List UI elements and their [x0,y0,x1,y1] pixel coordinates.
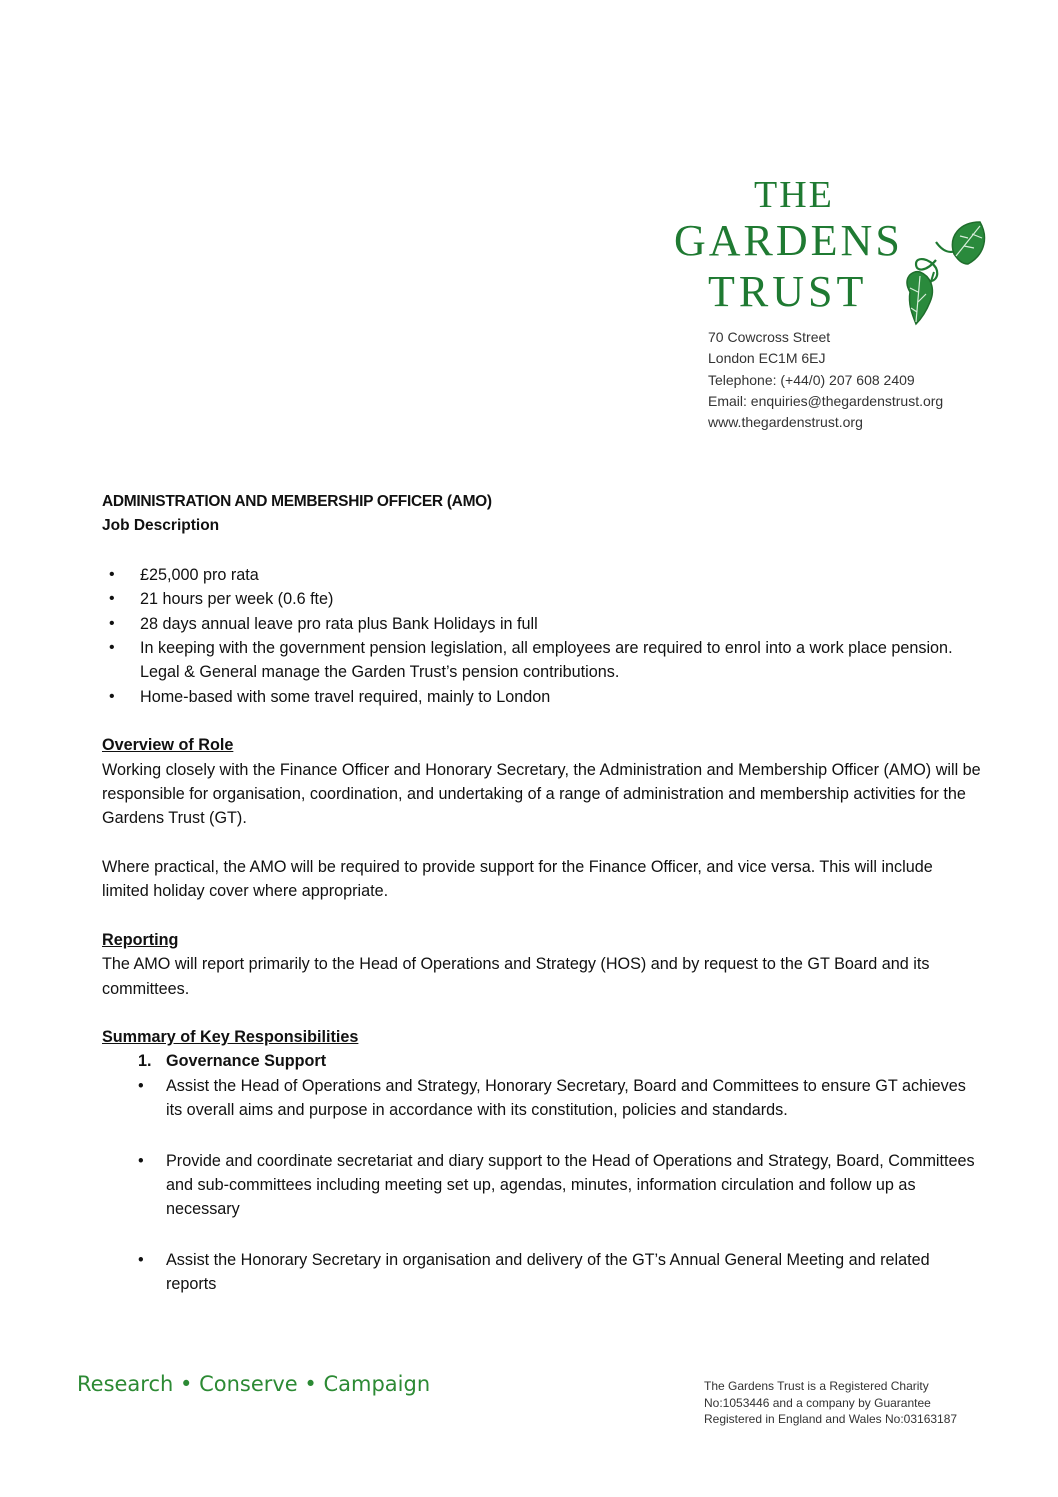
address-block [708,327,943,433]
reporting-paragraph: The AMO will report primarily to the Head of Operations and Strategy (HOS) and by request to the GT Board and its committees. [102,955,930,998]
list-item: • Provide and coordinate secretariat and diary support to the Head of Operations and Strategy, Board, Committees and sub-committees including meeting set up, agendas, minutes, information circulation and follow up as necessary [102,1149,982,1222]
summary-heading: Summary of Key Responsibilities [102,1027,359,1046]
list-item: • In keeping with the government pension legislation, all employees are required to enrol into a work place pension. Legal & General manage the Garden Trust’s pension contributions. [102,636,982,685]
section-number: 1. [138,1052,152,1071]
overview-heading: Overview of Role [102,736,234,755]
list-item: • 28 days annual leave pro rata plus Bank Holidays in full [102,612,982,636]
address-email[interactable]: Email: enquiries@thegardenstrust.org [708,392,944,409]
section-governance-title [102,1049,982,1073]
governance-list [102,1074,982,1297]
overview-support-paragraph: Where practical, the AMO will be required to provide support for the Finance Officer, and vice versa. This will include limited holiday cover where appropriate. [102,857,933,901]
terms-list [102,563,982,709]
gardens-trust-logo [668,172,998,332]
list-item: • Home-based with some travel required, mainly to London [102,685,982,709]
charity-line: Registered in England and Wales No:03163187 [704,1412,958,1426]
job-description-body [102,490,982,1297]
list-item: • Assist the Head of Operations and Strategy, Honorary Secretary, Board and Committees to ensure GT achieves its overall aims and purpose in accordance with its constitution, policies and standards. [102,1074,982,1123]
charity-line: The Gardens Trust is a Registered Charity [704,1379,929,1393]
page-title: ADMINISTRATION AND MEMBERSHIP OFFICER (AMO) [102,493,492,510]
logo-line-the: THE [754,174,834,216]
logo-line-trust: TRUST [708,267,868,316]
address-street: 70 Cowcross Street [708,329,831,345]
charity-info [704,1378,957,1428]
charity-line: No:1053446 and a company by Guarantee [704,1395,931,1410]
page-subtitle: Job Description [102,517,220,535]
logo-line-gardens: GARDENS [674,216,903,265]
address-city: London EC1M 6EJ [708,350,826,367]
address-telephone: Telephone: (+44/0) 207 608 2409 [708,371,915,388]
overview-paragraph: Working closely with the Finance Officer and Honorary Secretary, the Administration and Membership Officer (AMO) will be responsible for organisation, coordination, and undertaking of a range of administration and membership activities for the Gardens Trust (GT). [102,760,981,828]
footer-tagline: Research • Conserve • Campaign [77,1372,431,1396]
address-website[interactable]: www.thegardenstrust.org [708,414,863,431]
list-item: • Assist the Honorary Secretary in organisation and delivery of the GT’s Annual General Meeting and related reports [102,1248,982,1297]
reporting-heading: Reporting [102,930,179,949]
list-item: • £25,000 pro rata [102,563,982,587]
list-item: • 21 hours per week (0.6 fte) [102,587,982,611]
section-title: Governance Support [166,1052,327,1071]
